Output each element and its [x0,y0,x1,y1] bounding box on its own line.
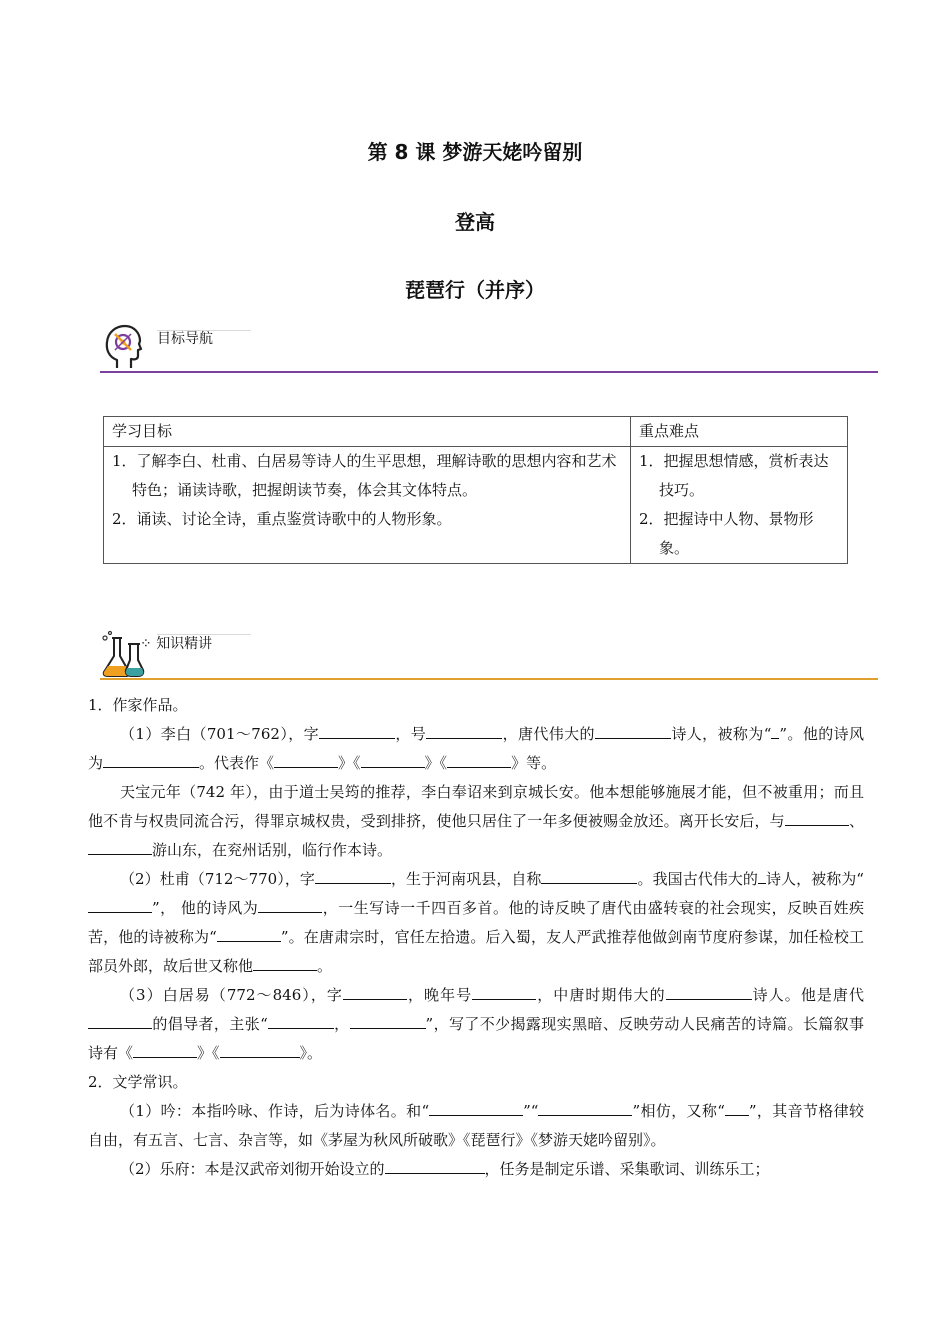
goals-table [103,416,848,564]
head-gear-icon [103,322,143,370]
section-label-underline [157,330,251,331]
paragraph-dufu: （2）杜甫（712～770），字 ，生于河南巩县，自称 。我国古代伟大的 诗人，被称为“”， 他的诗风为 ，一生写诗一千四百多首。他的诗反映了唐代由盛转衰的社会现实，反映百姓疾苦，他的诗被称为“ ”。在唐肃宗时，官任左拾遗。后入蜀，友人严武推荐他做剑南节度府参谋，加任检校工部员外郎，故后世又称他 。 [88,865,864,981]
section-divider-orange [100,678,878,680]
paragraph-libai-background: 天宝元年（742 年），由于道士吴筠的推荐，李白奉诏来到京城长安。他本想能够施展才能，但不被重用；而且他不肯与权贵同流合污，得罪京城权贵，受到排挤，使他只居住了一年多便被赐金放还。离开长安后，与 、游山东，在兖州话别，临行作本诗。 [88,783,864,859]
heading-literary-knowledge: 2．文学常识。 [88,1073,188,1091]
goals-cell [104,447,631,564]
paragraph-baijuyi: （3）白居易（772～846），字 ，晚年号 ，中唐时期伟大的 诗人。他是唐代的倡导者，主张“ ， ”，写了不少揭露现实黑暗、反映劳动人民痛苦的诗篇。长篇叙事诗有《 》《 》。 [88,981,864,1068]
section-label-underline [157,634,251,635]
poem-title-pipaxing: 琵琶行（并序） [405,278,545,302]
poem-title-denggao: 登高 [455,210,495,234]
key-point-item: 1．把握思想情感，赏析表达技巧。 [639,452,829,499]
goal-item: 2．诵读、讨论全诗，重点鉴赏诗歌中的人物形象。 [112,510,452,528]
lesson-title: 第 8 课 梦游天姥吟留别 [367,140,583,164]
table-header-key-points: 重点难点 [631,417,848,447]
paragraph-libai-intro: （1）李白（701～762），字 ，号 ，唐代伟大的 诗人，被称为“ ”。他的诗风为 。代表作《 》《 》《 》等。 [88,720,864,778]
heading-author-works: 1．作家作品。 [88,696,188,714]
key-points-cell [631,447,848,564]
paragraph-yin: （1）吟：本指吟咏、作诗，后为诗体名。和“ ”“ ”相仿，又称“ ”，其音节格律较自由，有五言、七言、杂言等，如《茅屋为秋风所破歌》《琵琶行》《梦游天姥吟留别》。 [88,1097,864,1155]
section-label-goals: 目标导航 [157,331,213,347]
paragraph-yuefu: （2）乐府：本是汉武帝刘彻开始设立的 ，任务是制定乐谱、采集歌词、训练乐工； [88,1155,864,1184]
section-label-knowledge: ⁘ 知识精讲 [140,636,213,652]
section-label-knowledge-text: 知识精讲 [156,636,213,652]
table-header-goals: 学习目标 [104,417,631,447]
key-point-item: 2．把握诗中人物、景物形象。 [639,510,814,557]
knowledge-content [88,691,864,1184]
goal-item: 1．了解李白、杜甫、白居易等诗人的生平思想，理解诗歌的思想内容和艺术特色；诵读诗歌，把握朗读节奏，体会其文体特点。 [112,452,617,499]
section-divider-purple [100,371,878,373]
